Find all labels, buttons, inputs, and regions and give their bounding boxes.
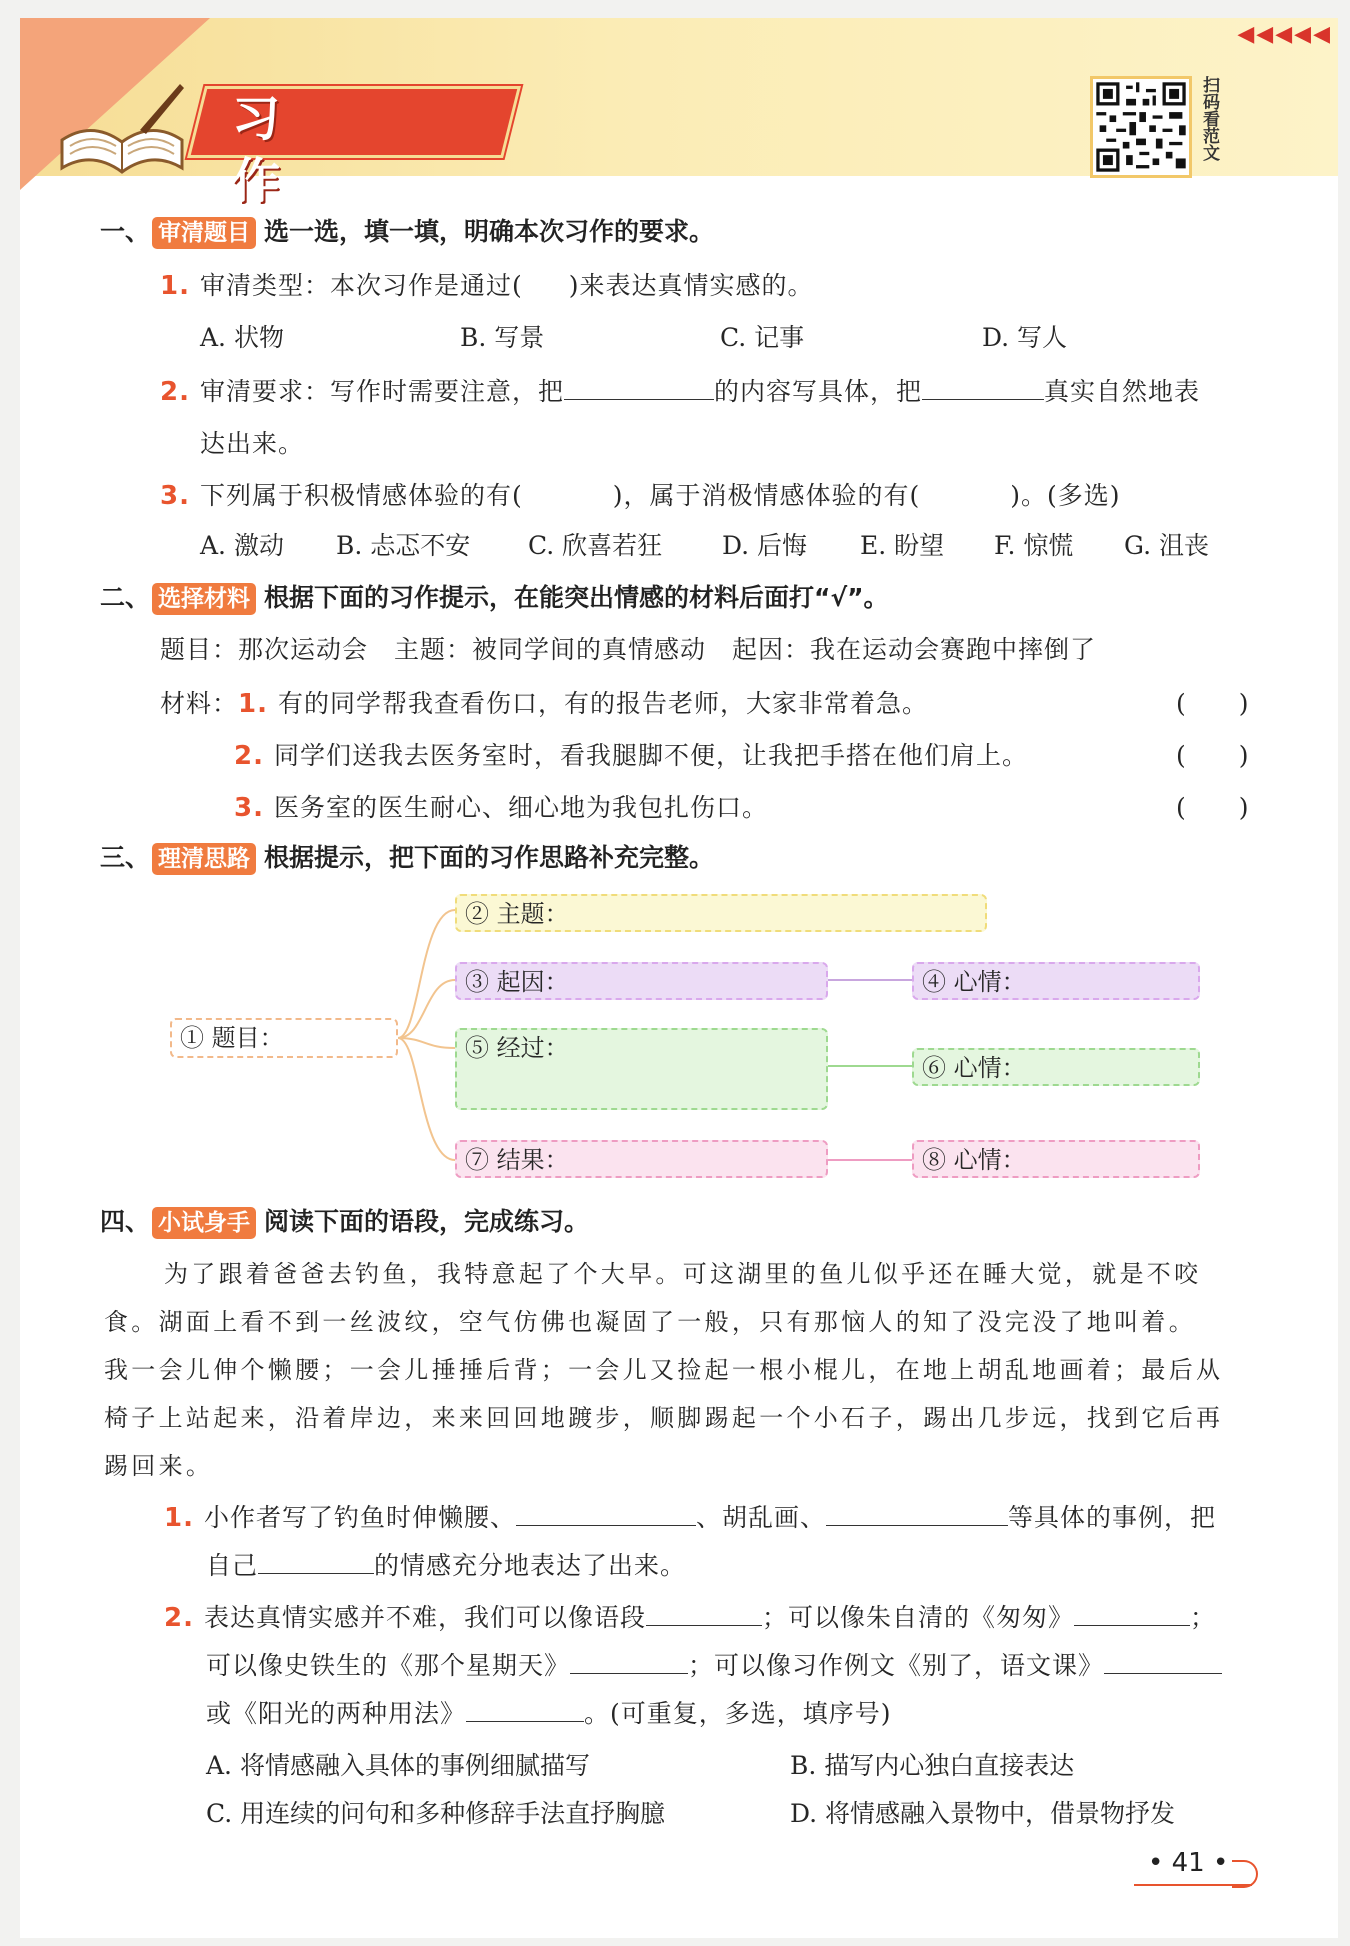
s1-q3-option-g: G. 沮丧 xyxy=(1124,531,1209,560)
s1-q2-num: 2. xyxy=(160,377,190,407)
page-number: • 41 • xyxy=(1148,1848,1229,1878)
s4-q1-d: 自己 xyxy=(206,1551,259,1580)
section1-badge: 审清题目 xyxy=(152,217,256,249)
section2-instruction: 根据下面的习作提示，在能突出情感的材料后面打“√”。 xyxy=(264,583,889,612)
qr-label: 扫码看范文 xyxy=(1199,76,1219,161)
s1-q2 xyxy=(160,372,1200,408)
s1-q2-cont: 达出来。 xyxy=(200,429,305,458)
s2-item-2-checkbox[interactable]: ( ) xyxy=(1176,741,1250,770)
s4-q2-f: 或《阳光的两种用法》 xyxy=(206,1699,467,1728)
s4-q1-blank-2[interactable] xyxy=(826,1501,1008,1526)
mindmap-node-mood-1[interactable]: ④ 心情： xyxy=(912,962,1200,1000)
s1-q2-text-b: 的内容写具体，把 xyxy=(714,377,923,406)
s4-q2-a: 表达真情实感并不难，我们可以像语段 xyxy=(204,1603,647,1632)
s4-q1-blank-3[interactable] xyxy=(258,1549,374,1574)
page-title: 习 作 xyxy=(232,91,341,209)
section2-badge: 选择材料 xyxy=(152,583,256,615)
mindmap-node-title[interactable]: ① 题目： xyxy=(170,1018,398,1058)
s1-q3 xyxy=(160,476,1121,512)
section4-instruction: 阅读下面的语段，完成练习。 xyxy=(264,1207,590,1236)
s4-q2-d: 可以像史铁生的《那个星期天》 xyxy=(206,1651,571,1680)
s4-q1-a: 小作者写了钓鱼时伸懒腰、 xyxy=(204,1503,517,1532)
s4-q2 xyxy=(164,1598,1216,1634)
mindmap-node-mood-3[interactable]: ⑧ 心情： xyxy=(912,1140,1200,1178)
s1-q3-num: 3. xyxy=(160,481,190,511)
s1-q1-num: 1. xyxy=(160,271,190,301)
open-book-icon xyxy=(52,80,192,180)
s1-q3-option-c: C. 欣喜若狂 xyxy=(528,531,663,560)
section1-instruction: 选一选，填一填，明确本次习作的要求。 xyxy=(264,217,715,246)
s4-q1 xyxy=(164,1498,1216,1534)
arrows-decoration: ◀◀◀◀◀ xyxy=(1237,22,1332,47)
s1-q3-text-a: 下列属于积极情感体验的有( xyxy=(200,481,523,510)
s4-q2-num: 2. xyxy=(164,1603,194,1633)
s4-q1-b: 、胡乱画、 xyxy=(696,1503,827,1532)
mindmap-node-theme[interactable]: ② 主题： xyxy=(455,894,987,932)
section1-prefix: 一、 xyxy=(100,217,151,246)
s2-item-1-text: 有的同学帮我查看伤口，有的报告老师，大家非常着急。 xyxy=(278,689,929,718)
s2-materials-label: 材料： xyxy=(160,689,239,718)
passage-line-4: 椅子上站起来，沿着岸边，来来回回地踱步，顺脚踢起一个小石子，踢出几步远，找到它后再 xyxy=(104,1404,1224,1432)
s1-q3-text-c: )。(多选) xyxy=(1010,481,1121,510)
s4-q1-num: 1. xyxy=(164,1503,194,1533)
s4-q2-c: ； xyxy=(1190,1603,1217,1632)
s2-item-3-text: 医务室的医生耐心、细心地为我包扎伤口。 xyxy=(274,793,769,822)
s1-q1-option-c: C. 记事 xyxy=(720,323,805,352)
section2-heading xyxy=(100,578,889,615)
s2-item-2-num: 2. xyxy=(234,741,264,771)
s4-q1-blank-1[interactable] xyxy=(516,1501,696,1526)
section2-prefix: 二、 xyxy=(100,583,151,612)
s1-q2-blank-1[interactable] xyxy=(564,375,714,400)
section4-heading xyxy=(100,1202,589,1239)
s1-q2-text-c: 真实自然地表 xyxy=(1044,377,1201,406)
s2-item-1 xyxy=(160,684,928,720)
qr-code-icon[interactable] xyxy=(1090,76,1192,178)
s1-q3-option-f: F. 惊慌 xyxy=(994,531,1074,560)
s4-q1-cont xyxy=(206,1546,686,1582)
s4-option-d: D. 将情感融入景物中，借景物抒发 xyxy=(790,1799,1176,1828)
section1-heading xyxy=(100,212,714,249)
s2-item-1-num: 1. xyxy=(238,689,268,719)
s4-q2-e: ；可以像习作例文《别了，语文课》 xyxy=(688,1651,1105,1680)
section4-badge: 小试身手 xyxy=(152,1207,256,1239)
s4-q2-cont-1 xyxy=(206,1646,1222,1682)
s1-q1-option-d: D. 写人 xyxy=(982,323,1068,352)
s1-q1-text-a: 审清类型：本次习作是通过( xyxy=(200,271,523,300)
mindmap-node-result[interactable]: ⑦ 结果： xyxy=(455,1140,828,1178)
section3-instruction: 根据提示，把下面的习作思路补充完整。 xyxy=(264,843,715,872)
s2-item-2-text: 同学们送我去医务室时，看我腿脚不便，让我把手搭在他们肩上。 xyxy=(274,741,1029,770)
s4-q2-cont-2 xyxy=(206,1694,892,1730)
s4-option-c: C. 用连续的问句和多种修辞手法直抒胸臆 xyxy=(206,1799,666,1828)
s1-q1 xyxy=(160,266,814,302)
section4-prefix: 四、 xyxy=(100,1207,151,1236)
s2-item-2 xyxy=(234,736,1028,772)
s4-q2-g: 。(可重复，多选，填序号) xyxy=(584,1699,892,1728)
passage-line-1: 为了跟着爸爸去钓鱼，我特意起了个大早。可这湖里的鱼儿似乎还在睡大觉，就是不咬 xyxy=(164,1260,1202,1288)
s2-item-3-checkbox[interactable]: ( ) xyxy=(1176,793,1250,822)
passage-line-3: 我一会儿伸个懒腰；一会儿捶捶后背；一会儿又捡起一根小棍儿，在地上胡乱地画着；最后从 xyxy=(104,1356,1224,1384)
s1-q2-text-a: 审清要求：写作时需要注意，把 xyxy=(200,377,565,406)
s1-q1-option-b: B. 写景 xyxy=(460,323,545,352)
passage-line-2: 食。湖面上看不到一丝波纹，空气仿佛也凝固了一般，只有那恼人的知了没完没了地叫着。 xyxy=(104,1308,1196,1336)
s4-option-b: B. 描写内心独白直接表达 xyxy=(790,1751,1075,1780)
s4-q2-blank-3[interactable] xyxy=(570,1649,688,1674)
s1-q3-text-b: )，属于消极情感体验的有( xyxy=(612,481,921,510)
passage-line-5: 踢回来。 xyxy=(104,1452,214,1480)
mindmap-node-cause[interactable]: ③ 起因： xyxy=(455,962,828,1000)
section3-heading xyxy=(100,838,714,875)
mindmap-node-mood-2[interactable]: ⑥ 心情： xyxy=(912,1048,1200,1086)
s2-item-1-checkbox[interactable]: ( ) xyxy=(1176,689,1250,718)
s1-q3-option-d: D. 后悔 xyxy=(722,531,808,560)
s1-q2-blank-2[interactable] xyxy=(922,375,1044,400)
section3-badge: 理清思路 xyxy=(152,843,256,875)
s1-q3-option-b: B. 忐忑不安 xyxy=(336,531,471,560)
s4-q1-c: 等具体的事例，把 xyxy=(1008,1503,1217,1532)
s4-q2-blank-4[interactable] xyxy=(1104,1649,1222,1674)
s1-q1-option-a: A. 状物 xyxy=(200,323,284,352)
s4-q2-blank-2[interactable] xyxy=(1074,1601,1190,1626)
mindmap-node-process[interactable]: ⑤ 经过： xyxy=(455,1028,828,1110)
s2-prompt: 题目：那次运动会 主题：被同学间的真情感动 起因：我在运动会赛跑中摔倒了 xyxy=(160,635,1097,664)
s1-q1-text-b: )来表达真情实感的。 xyxy=(568,271,814,300)
s2-item-3 xyxy=(234,788,768,824)
s2-item-3-num: 3. xyxy=(234,793,264,823)
section3-prefix: 三、 xyxy=(100,843,151,872)
s4-q1-e: 的情感充分地表达了出来。 xyxy=(374,1551,687,1580)
s4-option-a: A. 将情感融入具体的事例细腻描写 xyxy=(206,1751,590,1780)
s4-q2-blank-1[interactable] xyxy=(646,1601,762,1626)
s1-q3-option-e: E. 盼望 xyxy=(860,531,945,560)
s1-q3-option-a: A. 激动 xyxy=(200,531,284,560)
s4-q2-b: ；可以像朱自清的《匆匆》 xyxy=(762,1603,1075,1632)
s4-q2-blank-5[interactable] xyxy=(466,1697,584,1722)
